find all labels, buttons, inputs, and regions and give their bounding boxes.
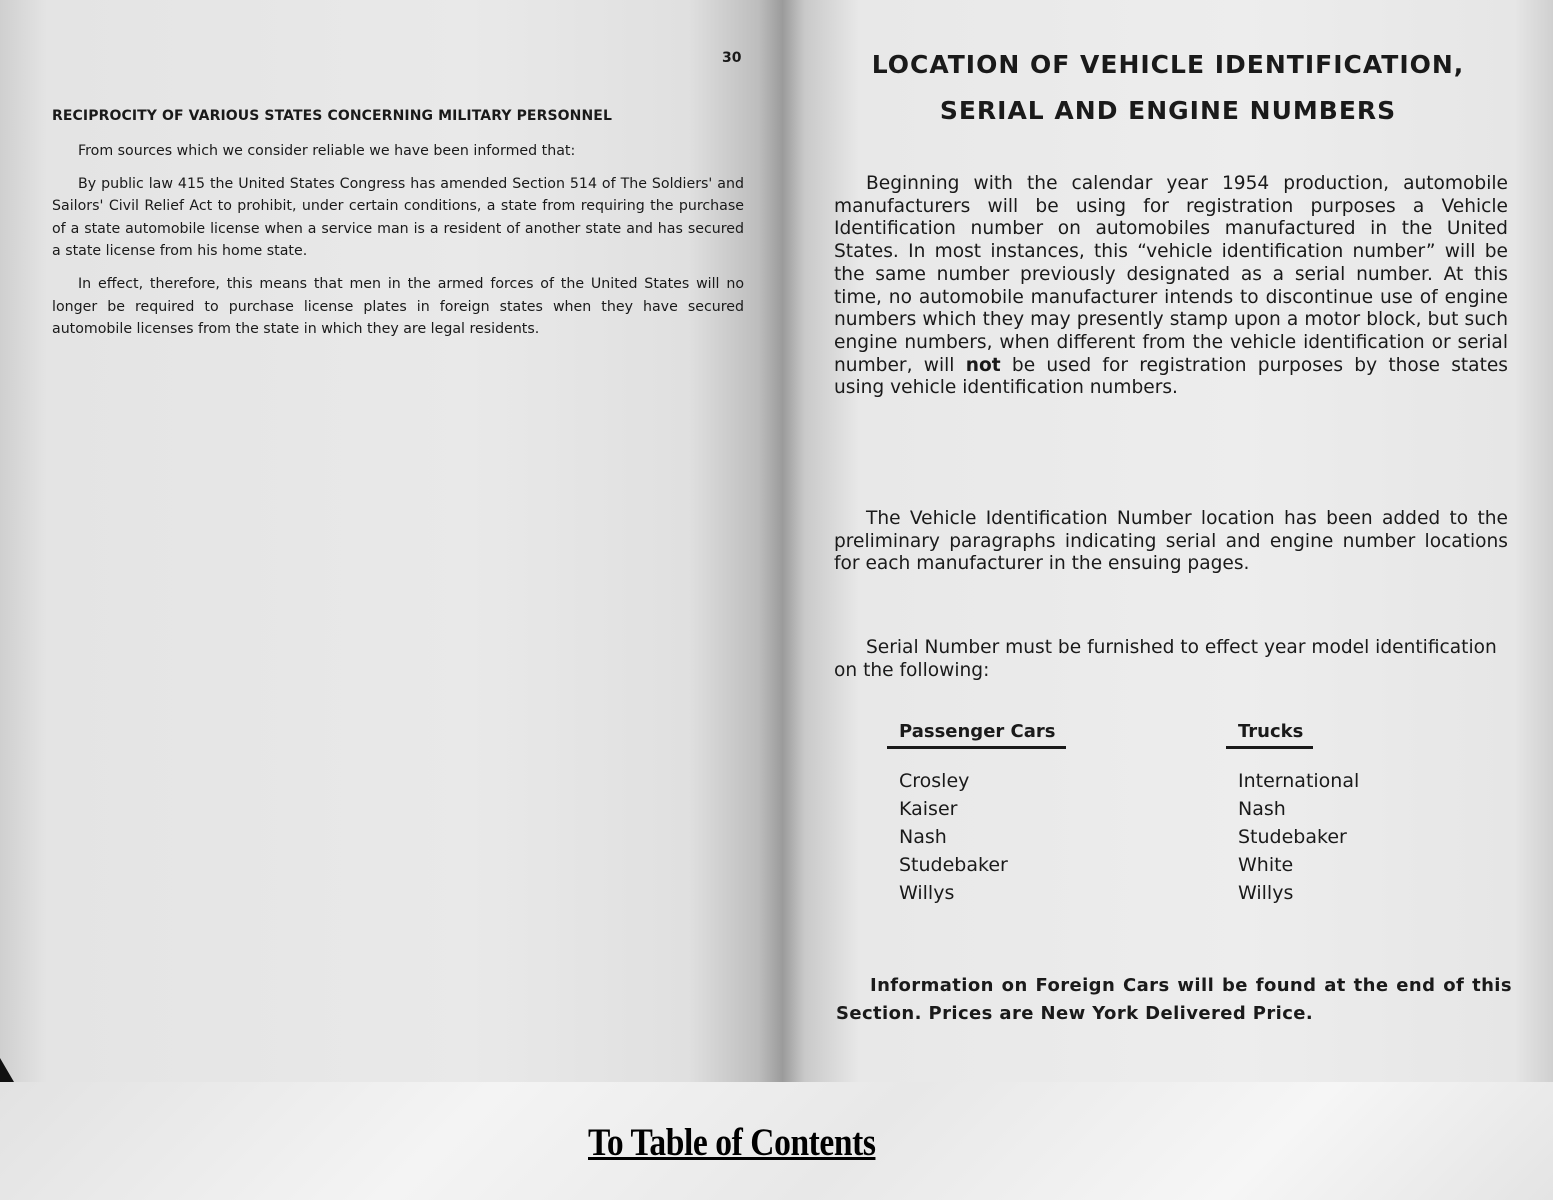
serial-paragraph: Serial Number must be furnished to effect year model identification on the following: bbox=[834, 637, 1497, 681]
passenger-cars-list bbox=[887, 767, 1087, 907]
list-item: Kaiser bbox=[899, 798, 958, 820]
vin-paragraph bbox=[834, 173, 1508, 400]
heading-line-2: SERIAL AND ENGINE NUMBERS bbox=[939, 96, 1397, 125]
list-item: Studebaker bbox=[899, 854, 1008, 876]
heading-line-1: LOCATION OF VEHICLE IDENTIFICATION, bbox=[871, 50, 1465, 79]
location-paragraph: The Vehicle Identification Number location has been added to the preliminary paragraphs indicating serial and engine number locations for each manufacturer in the ensuing pages. bbox=[834, 508, 1508, 575]
left-page-body bbox=[52, 140, 744, 351]
list-item: Studebaker bbox=[1238, 826, 1347, 848]
list-item: Nash bbox=[899, 826, 947, 848]
vin-text-start: Beginning with the calendar year 1954 production, automobile manufacturers will be using for registration purposes a Vehicle Identification number on automobiles manufactured in the United States. In most instances, this “vehicle identification number” will be the same number previously designated as a serial number. At this time, no automobile manufacturer intends to discontinue use of engine numbers which they may presently stamp upon a motor block, but such engine numbers, when different from the vehicle identification or serial number, will bbox=[834, 173, 1508, 376]
list-item: Crosley bbox=[899, 770, 970, 792]
table-of-contents-link[interactable]: To Table of Contents bbox=[588, 1121, 876, 1164]
vin-emphasis: not bbox=[965, 354, 1001, 376]
book-corner bbox=[0, 1058, 14, 1082]
page-number: 30 bbox=[722, 50, 742, 66]
list-item: White bbox=[1238, 854, 1294, 876]
trucks-column bbox=[1226, 720, 1406, 907]
list-item: Willys bbox=[899, 882, 955, 904]
left-page-heading: RECIPROCITY OF VARIOUS STATES CONCERNING MILITARY PERSONNEL bbox=[52, 108, 612, 124]
list-item: Willys bbox=[1238, 882, 1294, 904]
trucks-header: Trucks bbox=[1226, 721, 1313, 749]
left-paragraph: From sources which we consider reliable we have been informed that: bbox=[78, 143, 576, 159]
left-paragraph: In effect, therefore, this means that men in the armed forces of the United States will no longer be required to purchase license plates in foreign states when they have secured automobile licenses from the state in which they are legal residents. bbox=[52, 275, 744, 338]
vin-text-end: be used for registration purposes by those states using vehicle identification numbers. bbox=[834, 354, 1508, 399]
foreign-cars-note: Information on Foreign Cars will be found at the end of this Section. Prices are New York Delivered Price. bbox=[836, 975, 1512, 1024]
trucks-list bbox=[1226, 767, 1406, 907]
passenger-cars-column bbox=[887, 720, 1087, 907]
passenger-cars-header: Passenger Cars bbox=[887, 721, 1066, 749]
list-item: International bbox=[1238, 770, 1360, 792]
list-item: Nash bbox=[1238, 798, 1286, 820]
left-paragraph: By public law 415 the United States Congress has amended Section 514 of The Soldiers' and Sailors' Civil Relief Act to prohibit, under certain conditions, a state from requiring the purchase of a state automobile license when a service man is a resident of another state and has secured a state license from his home state. bbox=[52, 175, 744, 260]
right-page-heading bbox=[826, 42, 1510, 134]
left-page bbox=[0, 0, 782, 1082]
